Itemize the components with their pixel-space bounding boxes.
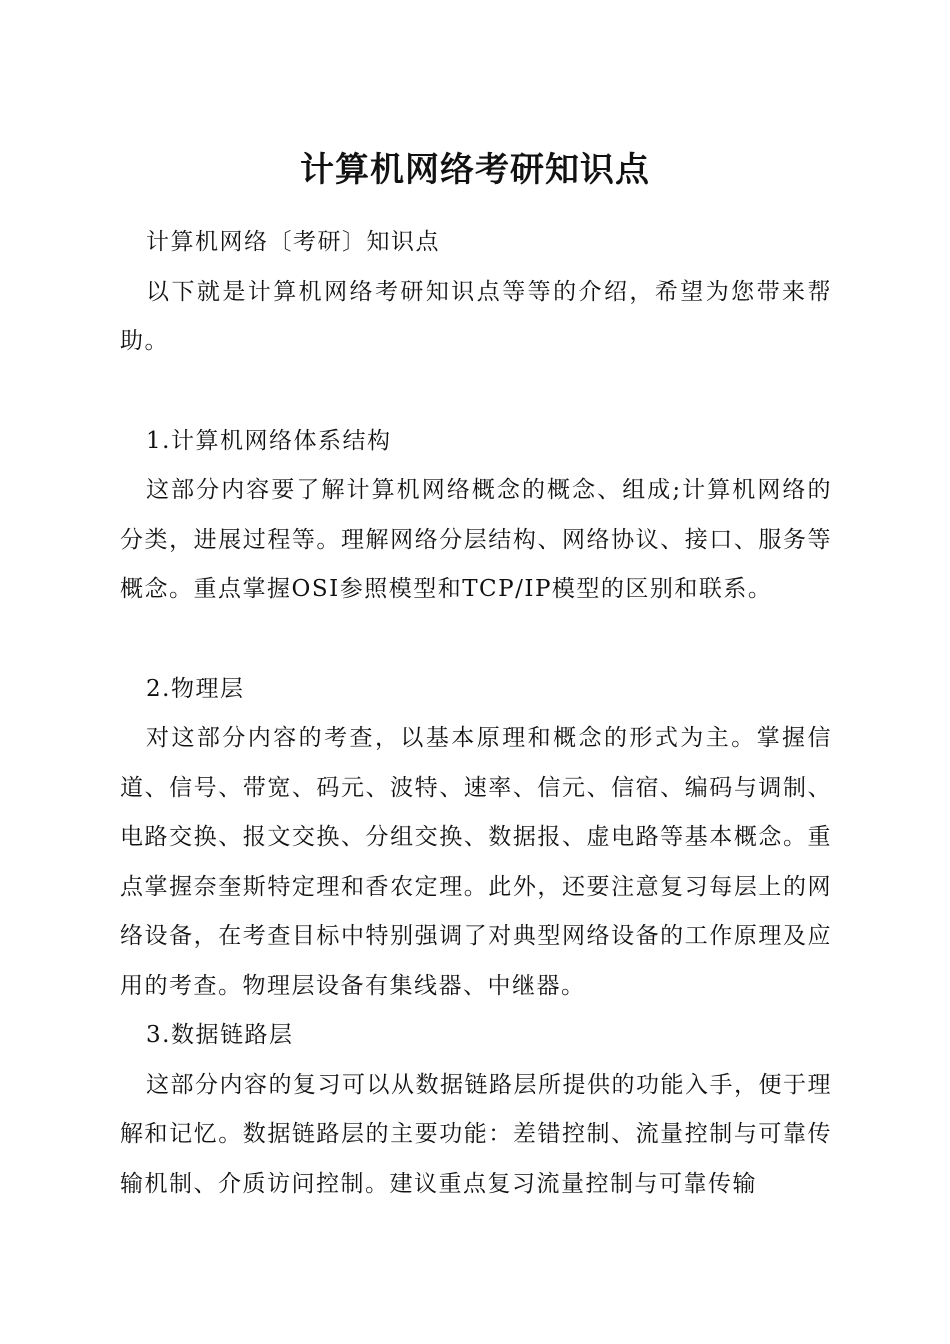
- paragraph-intro: 以下就是计算机网络考研知识点等等的介绍，希望为您带来帮助。: [120, 278, 832, 354]
- document-body: [120, 218, 832, 1209]
- paragraph-section-2: 对这部分内容的考查，以基本原理和概念的形式为主。掌握信道、信号、带宽、码元、波特、速率、信元、信宿、编码与调制、电路交换、报文交换、分组交换、数据报、虚电路等基本概念。重点掌握奈奎斯特定理和香农定理。此外，还要注意复习每层上的网络设备，在考查目标中特别强调了对典型网络设备的工作原理及应用的考查。物理层设备有集线器、中继器。: [120, 725, 832, 999]
- section-heading-2: 2.物理层: [146, 675, 245, 702]
- section-heading-3: 3.数据链路层: [146, 1022, 294, 1048]
- document-title: 计算机网络考研知识点: [300, 150, 650, 190]
- paragraph-section-3: 这部分内容的复习可以从数据链路层所提供的功能入手，便于理解和记忆。数据链路层的主要功能：差错控制、流量控制与可靠传输机制、介质访问控制。建议重点复习流量控制与可靠传输: [120, 1071, 832, 1197]
- spacer: [120, 615, 832, 665]
- paragraph-section-1: 这部分内容要了解计算机网络概念的概念、组成;计算机网络的分类，进展过程等。理解网络分层结构、网络协议、接口、服务等概念。重点掌握OSI参照模型和TCP/IP模型的区别和联系。: [120, 477, 832, 602]
- spacer: [120, 367, 832, 417]
- section-heading-1: 1.计算机网络体系结构: [146, 427, 392, 454]
- paragraph-subtitle: 计算机网络〔考研〕知识点: [146, 229, 440, 255]
